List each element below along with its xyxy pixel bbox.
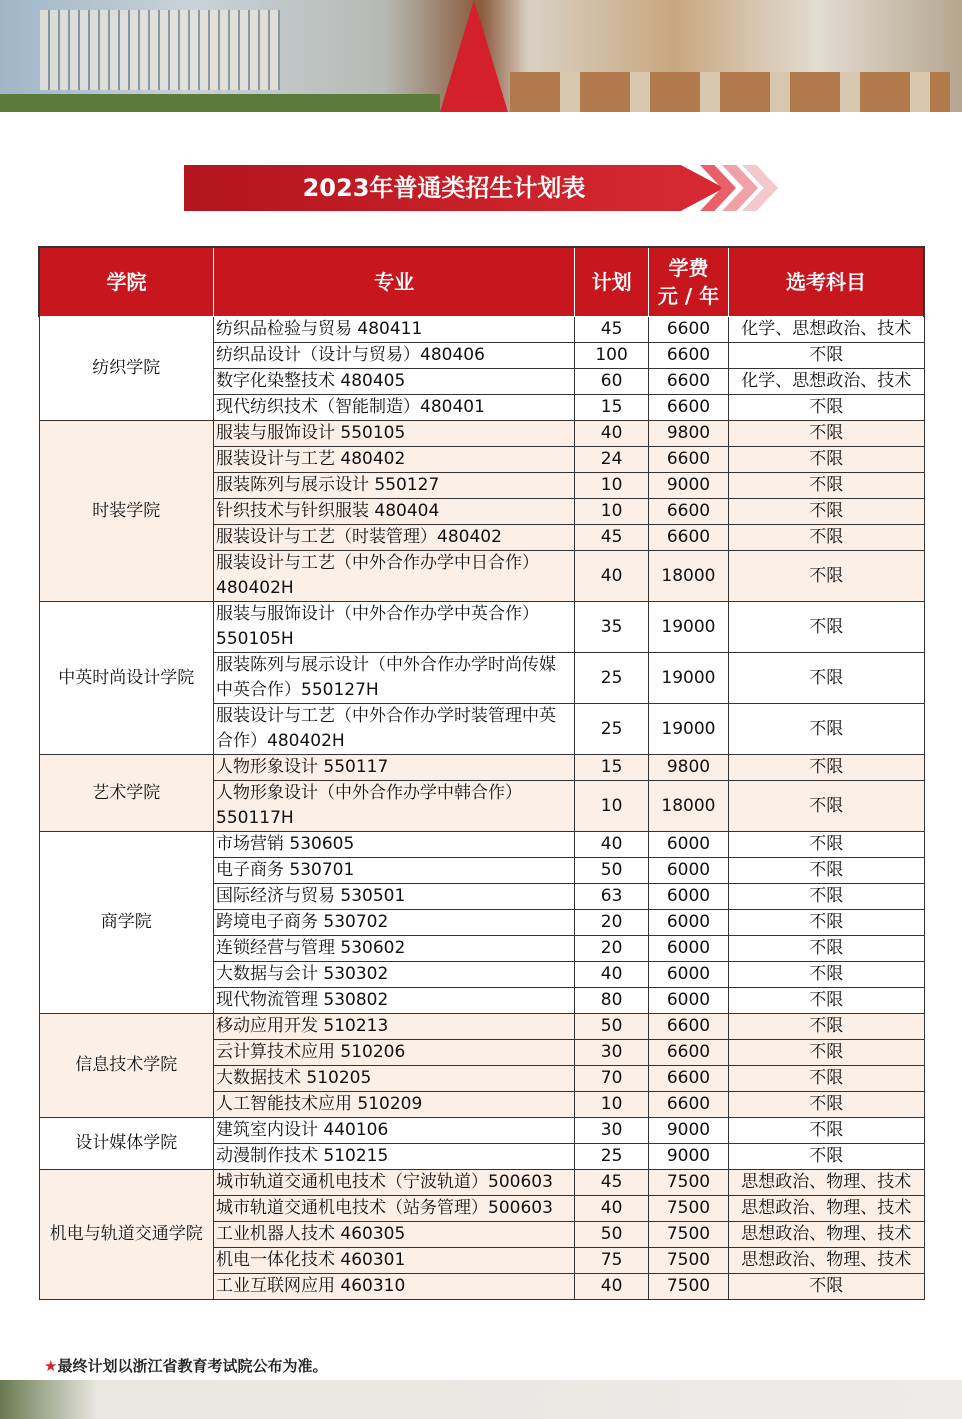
major-cell: 服装设计与工艺 480402 bbox=[214, 447, 575, 473]
major-cell: 大数据技术 510205 bbox=[214, 1066, 575, 1092]
subjects-cell: 不限 bbox=[728, 602, 924, 653]
subjects-cell: 思想政治、物理、技术 bbox=[728, 1170, 924, 1196]
fee-cell: 6000 bbox=[649, 858, 729, 884]
page-title: 2023年普通类招生计划表 bbox=[302, 174, 586, 202]
table-header bbox=[39, 247, 924, 317]
header-college: 学院 bbox=[39, 247, 214, 317]
plan-cell: 10 bbox=[575, 473, 649, 499]
header-fee: 学费 元 / 年 bbox=[649, 247, 729, 317]
plan-cell: 20 bbox=[575, 910, 649, 936]
plan-cell: 24 bbox=[575, 447, 649, 473]
subjects-cell: 不限 bbox=[728, 1274, 924, 1300]
plan-cell: 35 bbox=[575, 602, 649, 653]
subjects-cell: 不限 bbox=[728, 551, 924, 602]
table-row bbox=[39, 1118, 924, 1144]
fee-cell: 6000 bbox=[649, 910, 729, 936]
subjects-cell: 不限 bbox=[728, 910, 924, 936]
plan-cell: 25 bbox=[575, 1144, 649, 1170]
table-row bbox=[39, 1014, 924, 1040]
college-cell: 设计媒体学院 bbox=[39, 1118, 214, 1170]
subjects-cell: 不限 bbox=[728, 858, 924, 884]
subjects-cell: 不限 bbox=[728, 1118, 924, 1144]
subjects-cell: 不限 bbox=[728, 447, 924, 473]
college-cell: 艺术学院 bbox=[39, 755, 214, 832]
major-cell: 大数据与会计 530302 bbox=[214, 962, 575, 988]
subjects-cell: 不限 bbox=[728, 781, 924, 832]
plan-cell: 45 bbox=[575, 525, 649, 551]
subjects-cell: 不限 bbox=[728, 1040, 924, 1066]
fee-cell: 6600 bbox=[649, 317, 729, 343]
major-cell: 人工智能技术应用 510209 bbox=[214, 1092, 575, 1118]
major-cell: 跨境电子商务 530702 bbox=[214, 910, 575, 936]
table-row bbox=[39, 755, 924, 781]
plan-cell: 50 bbox=[575, 1014, 649, 1040]
fee-cell: 6600 bbox=[649, 1092, 729, 1118]
major-cell: 工业机器人技术 460305 bbox=[214, 1222, 575, 1248]
plan-cell: 100 bbox=[575, 343, 649, 369]
major-cell: 服装设计与工艺（中外合作办学时装管理中英合作）480402H bbox=[214, 704, 575, 755]
subjects-cell: 思想政治、物理、技术 bbox=[728, 1222, 924, 1248]
subjects-cell: 不限 bbox=[728, 988, 924, 1014]
header-plan: 计划 bbox=[575, 247, 649, 317]
fee-cell: 18000 bbox=[649, 551, 729, 602]
fee-cell: 9000 bbox=[649, 1144, 729, 1170]
plan-cell: 60 bbox=[575, 369, 649, 395]
fee-cell: 19000 bbox=[649, 602, 729, 653]
plan-cell: 45 bbox=[575, 317, 649, 343]
fee-cell: 6600 bbox=[649, 343, 729, 369]
subjects-cell: 不限 bbox=[728, 395, 924, 421]
plan-cell: 15 bbox=[575, 395, 649, 421]
plan-cell: 40 bbox=[575, 1274, 649, 1300]
fee-cell: 6000 bbox=[649, 988, 729, 1014]
fee-cell: 6600 bbox=[649, 1014, 729, 1040]
subjects-cell: 不限 bbox=[728, 1144, 924, 1170]
table-row bbox=[39, 1170, 924, 1196]
background-photo bbox=[0, 1380, 962, 1419]
plan-cell: 40 bbox=[575, 551, 649, 602]
major-cell: 服装设计与工艺（时装管理）480402 bbox=[214, 525, 575, 551]
plan-cell: 10 bbox=[575, 499, 649, 525]
fee-cell: 6000 bbox=[649, 832, 729, 858]
major-cell: 针织技术与针织服装 480404 bbox=[214, 499, 575, 525]
major-cell: 建筑室内设计 440106 bbox=[214, 1118, 575, 1144]
table-row bbox=[39, 602, 924, 653]
major-cell: 城市轨道交通机电技术（宁波轨道）500603 bbox=[214, 1170, 575, 1196]
college-cell: 商学院 bbox=[39, 832, 214, 1014]
major-cell: 国际经济与贸易 530501 bbox=[214, 884, 575, 910]
subjects-cell: 不限 bbox=[728, 343, 924, 369]
major-cell: 云计算技术应用 510206 bbox=[214, 1040, 575, 1066]
fee-cell: 19000 bbox=[649, 653, 729, 704]
fee-cell: 6600 bbox=[649, 499, 729, 525]
subjects-cell: 不限 bbox=[728, 704, 924, 755]
major-cell: 电子商务 530701 bbox=[214, 858, 575, 884]
subjects-cell: 不限 bbox=[728, 1014, 924, 1040]
subjects-cell: 不限 bbox=[728, 832, 924, 858]
major-cell: 移动应用开发 510213 bbox=[214, 1014, 575, 1040]
plan-cell: 63 bbox=[575, 884, 649, 910]
fee-cell: 7500 bbox=[649, 1248, 729, 1274]
major-cell: 人物形象设计（中外合作办学中韩合作）550117H bbox=[214, 781, 575, 832]
major-cell: 城市轨道交通机电技术（站务管理）500603 bbox=[214, 1196, 575, 1222]
subjects-cell: 思想政治、物理、技术 bbox=[728, 1196, 924, 1222]
plan-cell: 45 bbox=[575, 1170, 649, 1196]
fee-cell: 6600 bbox=[649, 1040, 729, 1066]
plan-cell: 10 bbox=[575, 781, 649, 832]
subjects-cell: 不限 bbox=[728, 473, 924, 499]
college-cell: 信息技术学院 bbox=[39, 1014, 214, 1118]
plan-cell: 75 bbox=[575, 1248, 649, 1274]
subjects-cell: 化学、思想政治、技术 bbox=[728, 369, 924, 395]
footnote: ★最终计划以浙江省教育考试院公布为准。 bbox=[44, 1357, 328, 1375]
plan-cell: 15 bbox=[575, 755, 649, 781]
fee-cell: 6600 bbox=[649, 447, 729, 473]
campus-photo-banner bbox=[0, 0, 962, 112]
table-row bbox=[39, 421, 924, 447]
fee-cell: 19000 bbox=[649, 704, 729, 755]
plan-cell: 40 bbox=[575, 832, 649, 858]
fee-cell: 6600 bbox=[649, 1066, 729, 1092]
fee-cell: 9800 bbox=[649, 755, 729, 781]
subjects-cell: 不限 bbox=[728, 936, 924, 962]
subjects-cell: 不限 bbox=[728, 755, 924, 781]
major-cell: 现代纺织技术（智能制造）480401 bbox=[214, 395, 575, 421]
subjects-cell: 不限 bbox=[728, 499, 924, 525]
fee-cell: 6000 bbox=[649, 936, 729, 962]
major-cell: 服装陈列与展示设计（中外合作办学时尚传媒中英合作）550127H bbox=[214, 653, 575, 704]
plan-cell: 40 bbox=[575, 1196, 649, 1222]
enrollment-plan-table bbox=[38, 246, 925, 1300]
major-cell: 服装陈列与展示设计 550127 bbox=[214, 473, 575, 499]
college-cell: 中英时尚设计学院 bbox=[39, 602, 214, 755]
major-cell: 工业互联网应用 460310 bbox=[214, 1274, 575, 1300]
fee-cell: 7500 bbox=[649, 1170, 729, 1196]
subjects-cell: 不限 bbox=[728, 1066, 924, 1092]
fee-cell: 9000 bbox=[649, 1118, 729, 1144]
fee-cell: 18000 bbox=[649, 781, 729, 832]
plan-cell: 10 bbox=[575, 1092, 649, 1118]
plan-cell: 30 bbox=[575, 1118, 649, 1144]
fee-cell: 7500 bbox=[649, 1274, 729, 1300]
fee-cell: 9800 bbox=[649, 421, 729, 447]
major-cell: 服装设计与工艺（中外合作办学中日合作）480402H bbox=[214, 551, 575, 602]
major-cell: 连锁经营与管理 530602 bbox=[214, 936, 575, 962]
plan-cell: 50 bbox=[575, 858, 649, 884]
plan-cell: 70 bbox=[575, 1066, 649, 1092]
fee-cell: 6600 bbox=[649, 369, 729, 395]
star-icon: ★ bbox=[44, 1357, 58, 1375]
college-cell: 纺织学院 bbox=[39, 317, 214, 421]
subjects-cell: 不限 bbox=[728, 962, 924, 988]
fee-cell: 6600 bbox=[649, 525, 729, 551]
plan-cell: 20 bbox=[575, 936, 649, 962]
plan-cell: 30 bbox=[575, 1040, 649, 1066]
major-cell: 服装与服饰设计（中外合作办学中英合作）550105H bbox=[214, 602, 575, 653]
plan-cell: 40 bbox=[575, 421, 649, 447]
major-cell: 现代物流管理 530802 bbox=[214, 988, 575, 1014]
major-cell: 人物形象设计 550117 bbox=[214, 755, 575, 781]
major-cell: 市场营销 530605 bbox=[214, 832, 575, 858]
header-major: 专业 bbox=[214, 247, 575, 317]
subjects-cell: 不限 bbox=[728, 884, 924, 910]
fee-cell: 7500 bbox=[649, 1196, 729, 1222]
plan-cell: 50 bbox=[575, 1222, 649, 1248]
fee-cell: 6000 bbox=[649, 884, 729, 910]
header-subjects: 选考科目 bbox=[728, 247, 924, 317]
table-row bbox=[39, 832, 924, 858]
college-cell: 时装学院 bbox=[39, 421, 214, 602]
subjects-cell: 不限 bbox=[728, 653, 924, 704]
fee-cell: 6600 bbox=[649, 395, 729, 421]
subjects-cell: 思想政治、物理、技术 bbox=[728, 1248, 924, 1274]
fee-cell: 6000 bbox=[649, 962, 729, 988]
major-cell: 动漫制作技术 510215 bbox=[214, 1144, 575, 1170]
subjects-cell: 不限 bbox=[728, 421, 924, 447]
plan-cell: 25 bbox=[575, 704, 649, 755]
subjects-cell: 化学、思想政治、技术 bbox=[728, 317, 924, 343]
major-cell: 纺织品检验与贸易 480411 bbox=[214, 317, 575, 343]
fee-cell: 7500 bbox=[649, 1222, 729, 1248]
table-row bbox=[39, 317, 924, 343]
plan-cell: 40 bbox=[575, 962, 649, 988]
major-cell: 服装与服饰设计 550105 bbox=[214, 421, 575, 447]
subjects-cell: 不限 bbox=[728, 525, 924, 551]
major-cell: 数字化染整技术 480405 bbox=[214, 369, 575, 395]
plan-cell: 80 bbox=[575, 988, 649, 1014]
major-cell: 机电一体化技术 460301 bbox=[214, 1248, 575, 1274]
fee-cell: 9000 bbox=[649, 473, 729, 499]
major-cell: 纺织品设计（设计与贸易）480406 bbox=[214, 343, 575, 369]
subjects-cell: 不限 bbox=[728, 1092, 924, 1118]
plan-cell: 25 bbox=[575, 653, 649, 704]
college-cell: 机电与轨道交通学院 bbox=[39, 1170, 214, 1300]
